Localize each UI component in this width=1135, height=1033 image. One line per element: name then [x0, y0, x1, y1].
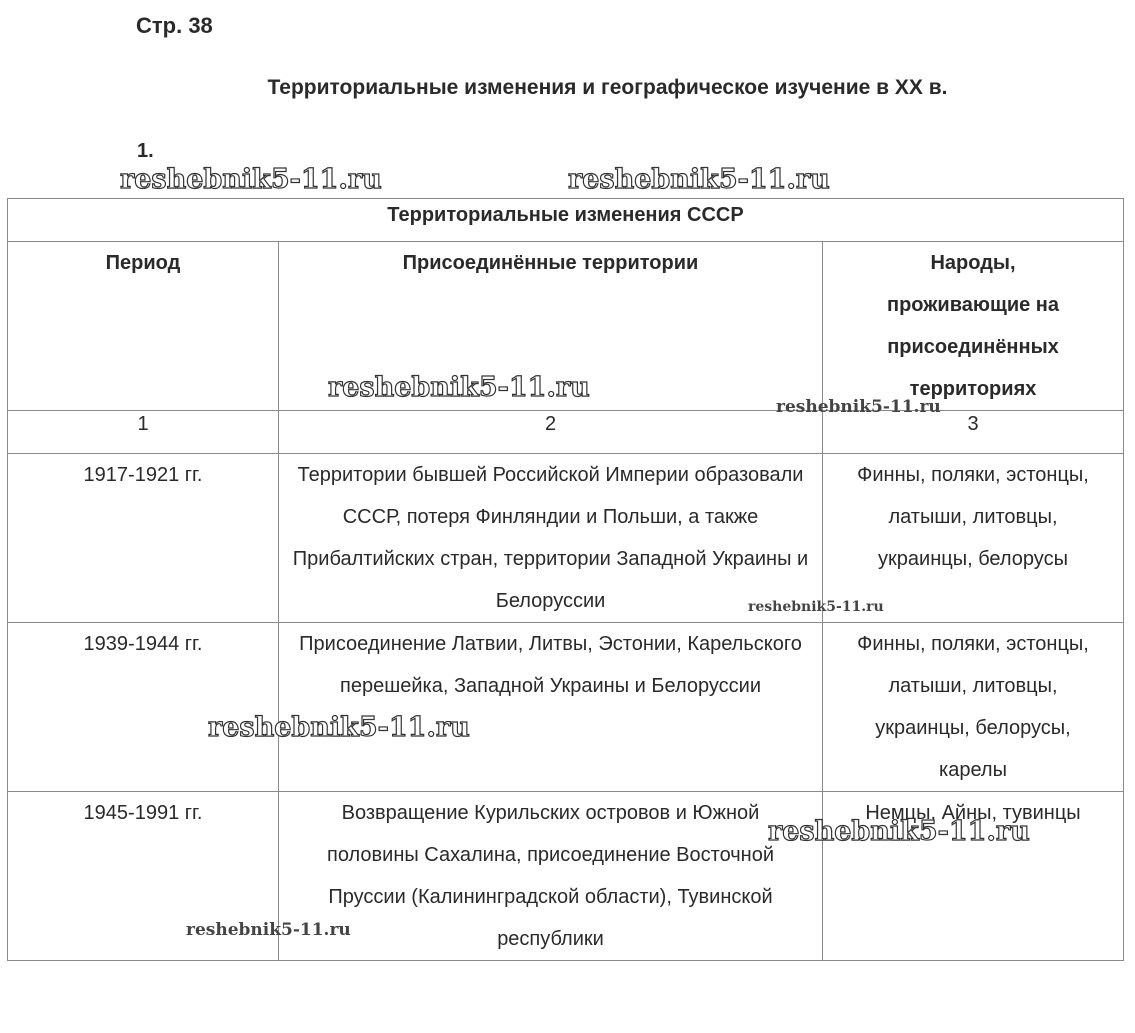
column-number-row [8, 411, 1124, 454]
row-peoples: Немцы, Айны, тувинцы [823, 792, 1124, 961]
watermark: reshebnik5-11.ru [768, 816, 1030, 847]
watermark: reshebnik5-11.ru [776, 397, 941, 417]
column-number: 1 [8, 411, 279, 454]
row-peoples: Финны, поляки, эстонцы, латыши, литовцы, украинцы, белорусы, карелы [823, 623, 1124, 792]
watermark: reshebnik5-11.ru [748, 599, 884, 615]
column-number: 2 [279, 411, 823, 454]
territorial-changes-table [7, 198, 1124, 961]
watermark: reshebnik5-11.ru [186, 920, 351, 940]
table-caption-row [8, 199, 1124, 242]
row-period: 1917-1921 гг. [8, 454, 279, 623]
header-period: Период [8, 242, 279, 411]
table-row [8, 792, 1124, 961]
table-row [8, 623, 1124, 792]
row-territories: Возвращение Курильских островов и Южной половины Сахалина, присоединение Восточной Пруссии (Калининградской области), Тувинской республики [279, 792, 823, 961]
row-period: 1945-1991 гг. [8, 792, 279, 961]
table-caption: Территориальные изменения СССР [8, 199, 1124, 242]
row-territories: Территории бывшей Российской Империи образовали СССР, потеря Финляндии и Польши, а также Прибалтийских стран, территории Западной Украины и Белоруссии [279, 454, 823, 623]
watermark: reshebnik5-11.ru [568, 164, 830, 195]
header-peoples: Народы, проживающие на присоединённых территориях [823, 242, 1124, 411]
watermark: reshebnik5-11.ru [208, 712, 470, 743]
watermark: reshebnik5-11.ru [120, 164, 382, 195]
header-territories: Присоединённые территории [279, 242, 823, 411]
row-territories: Присоединение Латвии, Литвы, Эстонии, Карельского перешейка, Западной Украины и Белоруссии [279, 623, 823, 792]
table-header-row [8, 242, 1124, 411]
watermark: reshebnik5-11.ru [328, 372, 590, 403]
task-number: 1. [137, 140, 154, 162]
row-peoples: Финны, поляки, эстонцы, латыши, литовцы, украинцы, белорусы [823, 454, 1124, 623]
section-title: Территориальные изменения и географическое изучение в XX в. [267, 76, 948, 99]
table-row [8, 454, 1124, 623]
page-number: Стр. 38 [136, 13, 213, 38]
column-number: 3 [823, 411, 1124, 454]
row-period: 1939-1944 гг. [8, 623, 279, 792]
